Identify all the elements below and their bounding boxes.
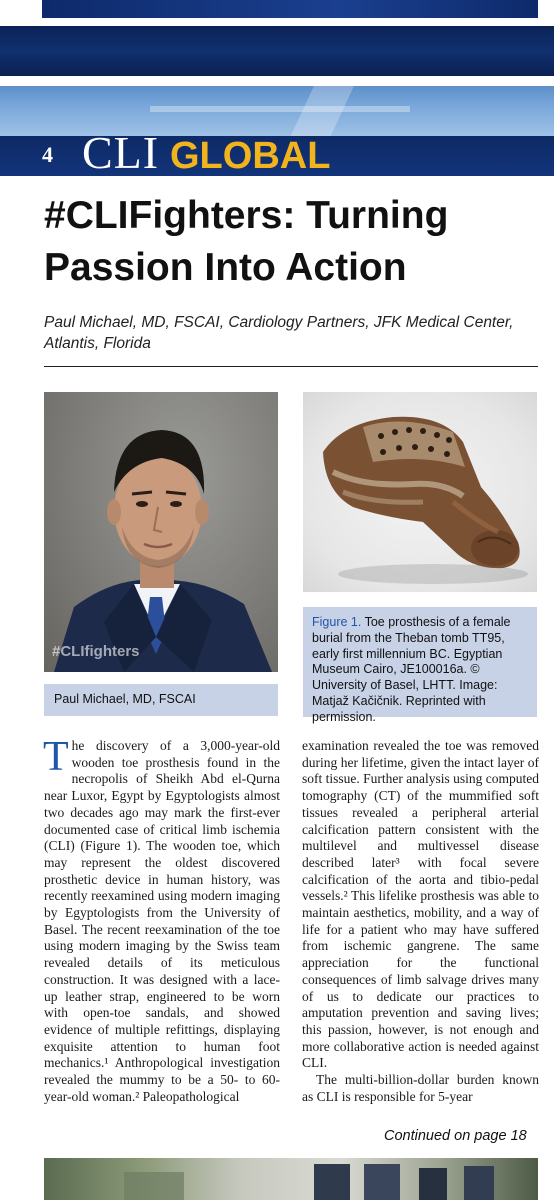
light-streak bbox=[150, 106, 410, 112]
portrait-illustration bbox=[44, 392, 278, 672]
navy-banner bbox=[0, 26, 554, 76]
portrait-caption: Paul Michael, MD, FSCAI bbox=[54, 692, 196, 706]
bottom-photo-illustration bbox=[44, 1158, 538, 1200]
figure1-caption-text: Toe prosthesis of a female burial from the Theban tomb TT95, early first millennium BC. Egyptian Museum Cairo, JE100016a. © University of Basel, LHTT. Image: Matjaž Kačičnik. Reprinted with permission. bbox=[312, 615, 511, 724]
toe-prosthesis-photo bbox=[303, 392, 537, 592]
portrait-watermark: #CLIfighters bbox=[52, 643, 140, 660]
body-paragraph-2: The multi-billion-dollar burden known as CLI is responsible for 5-year bbox=[302, 1072, 539, 1104]
brand-global: GLOBAL bbox=[170, 135, 331, 177]
body-column-left bbox=[43, 734, 280, 1105]
brand-cli: CLI bbox=[82, 127, 160, 178]
continued-note: Continued on page 18 bbox=[384, 1128, 527, 1144]
title-divider bbox=[44, 366, 538, 367]
figure1-caption bbox=[312, 615, 532, 726]
figure1-label: Figure 1. bbox=[312, 615, 362, 629]
author-portrait bbox=[44, 392, 278, 672]
bottom-photo-strip bbox=[44, 1158, 538, 1200]
body-column-right bbox=[302, 738, 539, 1105]
dropcap: T bbox=[43, 734, 69, 780]
page-number: 4 bbox=[42, 142, 53, 167]
article-byline: Paul Michael, MD, FSCAI, Cardiology Partners, JFK Medical Center, Atlantis, Florida bbox=[44, 314, 514, 352]
top-strip-bar bbox=[42, 0, 538, 18]
article-title: #CLIFighters: Turning Passion Into Action bbox=[44, 194, 449, 289]
top-strip bbox=[0, 0, 554, 22]
body-paragraph-1-right: examination revealed the toe was removed during her lifetime, given the intact layer of soft tissue. Further analysis using computed tomography (CT) of the mummified soft tissues revealed a peripheral arterial calcification pattern consistent with the multilevel and multivessel disease described later³ with focal severe calcification of the aorta and tibio-pedal vessels.² This lifelike prosthesis was able to maintain aesthetics, mobility, and a way of life for a patient who may have suffered from ischemic gangrene. The same appreciation for the functional consequences of limb salvage drives many of us to dedicate our practices to amputation prevention and saving lives; this passion, however, is not enough and more collaborative action is needed against CLI. bbox=[302, 738, 539, 1071]
toe-prosthesis-illustration bbox=[303, 392, 537, 592]
body-paragraph-1-left: he discovery of a 3,000-year-old wooden toe prosthesis found in the necropolis of Sheikh Abd el-Qurna near Luxor, Egypt by Egyptologists almost two decades ago may mark the first-ever documented case of critical limb ischemia (CLI) (Figure 1). The wooden toe, which may represent the oldest discovered prosthetic device in human history, was recently reexamined using modern imaging by Egyptologists from the University of Basel. The recent reexamination of the toe using modern imaging by the Swiss team revealed details of its meticulous construction. It was designed with a lace-up leather strap, engineered to be worn with open-toe sandals, and showed evidence of multiple refittings, displaying exquisite attention to human foot mechanics.¹ Anthropological investigation revealed the mummy to be a 50- to 60-year-old woman.² Paleopathological bbox=[44, 738, 280, 1104]
